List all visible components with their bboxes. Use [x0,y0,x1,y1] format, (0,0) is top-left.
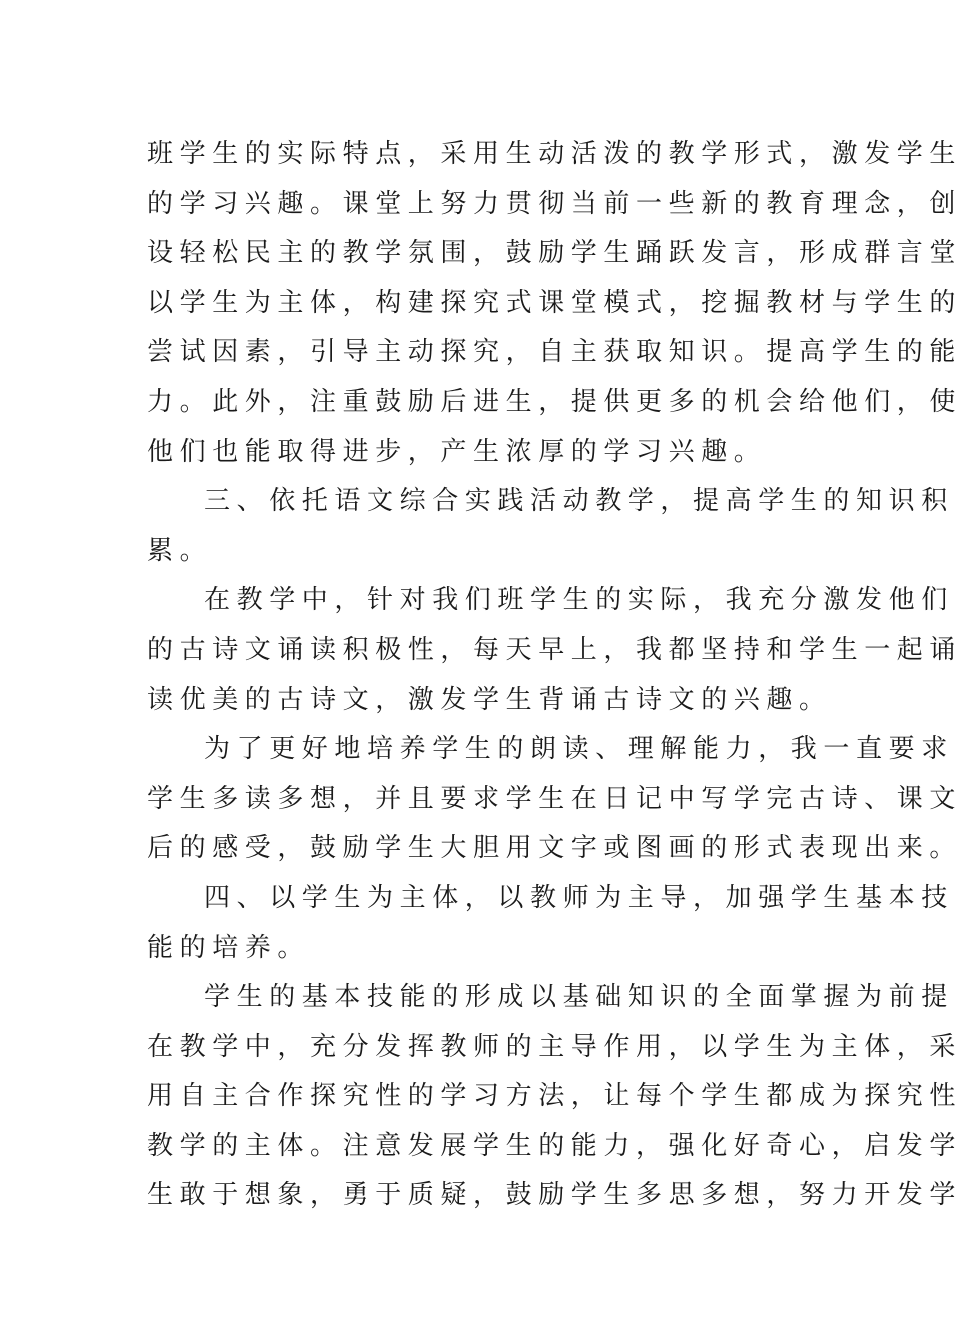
text-line: 读优美的古诗文，激发学生背诵古诗文的兴趣。 [147,684,832,715]
text-line: 教学的主体。注意发展学生的能力，强化好奇心，启发学 [147,1130,962,1161]
text-line: 力。此外，注重鼓励后进生，提供更多的机会给他们，使 [147,386,962,417]
text-line: 以学生为主体，构建探究式课堂模式，挖掘教材与学生的 [147,287,962,318]
text-line: 在教学中，充分发挥教师的主导作用，以学生为主体，采 [147,1031,962,1062]
text-line: 设轻松民主的教学氛围，鼓励学生踊跃发言，形成群言堂 [147,238,962,269]
text-line: 后的感受，鼓励学生大胆用文字或图画的形式表现出来。 [147,833,962,864]
text-line: 在教学中，针对我们班学生的实际，我充分激发他们 [204,585,954,616]
text-line: 为了更好地培养学生的朗读、理解能力，我一直要求 [204,734,954,765]
text-line: 学生的基本技能的形成以基础知识的全面掌握为前提 [204,982,954,1013]
section-heading-line: 四、以学生为主体，以教师为主导，加强学生基本技 [204,882,954,913]
section-heading-line: 三、依托语文综合实践活动教学，提高学生的知识积 [204,486,954,517]
text-line: 学生多读多想，并且要求学生在日记中写学完古诗、课文 [147,783,962,814]
text-line: 用自主合作探究性的学习方法，让每个学生都成为探究性 [147,1081,962,1112]
text-line: 的古诗文诵读积极性，每天早上，我都坚持和学生一起诵 [147,634,962,665]
document-body [147,130,962,1221]
text-line: 尝试因素，引导主动探究，自主获取知识。提高学生的能 [147,337,962,368]
section-heading-line: 累。 [147,535,213,566]
text-line: 生敢于想象，勇于质疑，鼓励学生多思多想，努力开发学 [147,1180,962,1211]
text-line: 的学习兴趣。课堂上努力贯彻当前一些新的教育理念，创 [147,188,962,219]
section-heading-line: 能的培养。 [147,932,311,963]
text-line: 班学生的实际特点，采用生动活泼的教学形式，激发学生 [147,139,962,169]
text-line: 他们也能取得进步，产生浓厚的学习兴趣。 [147,436,767,467]
